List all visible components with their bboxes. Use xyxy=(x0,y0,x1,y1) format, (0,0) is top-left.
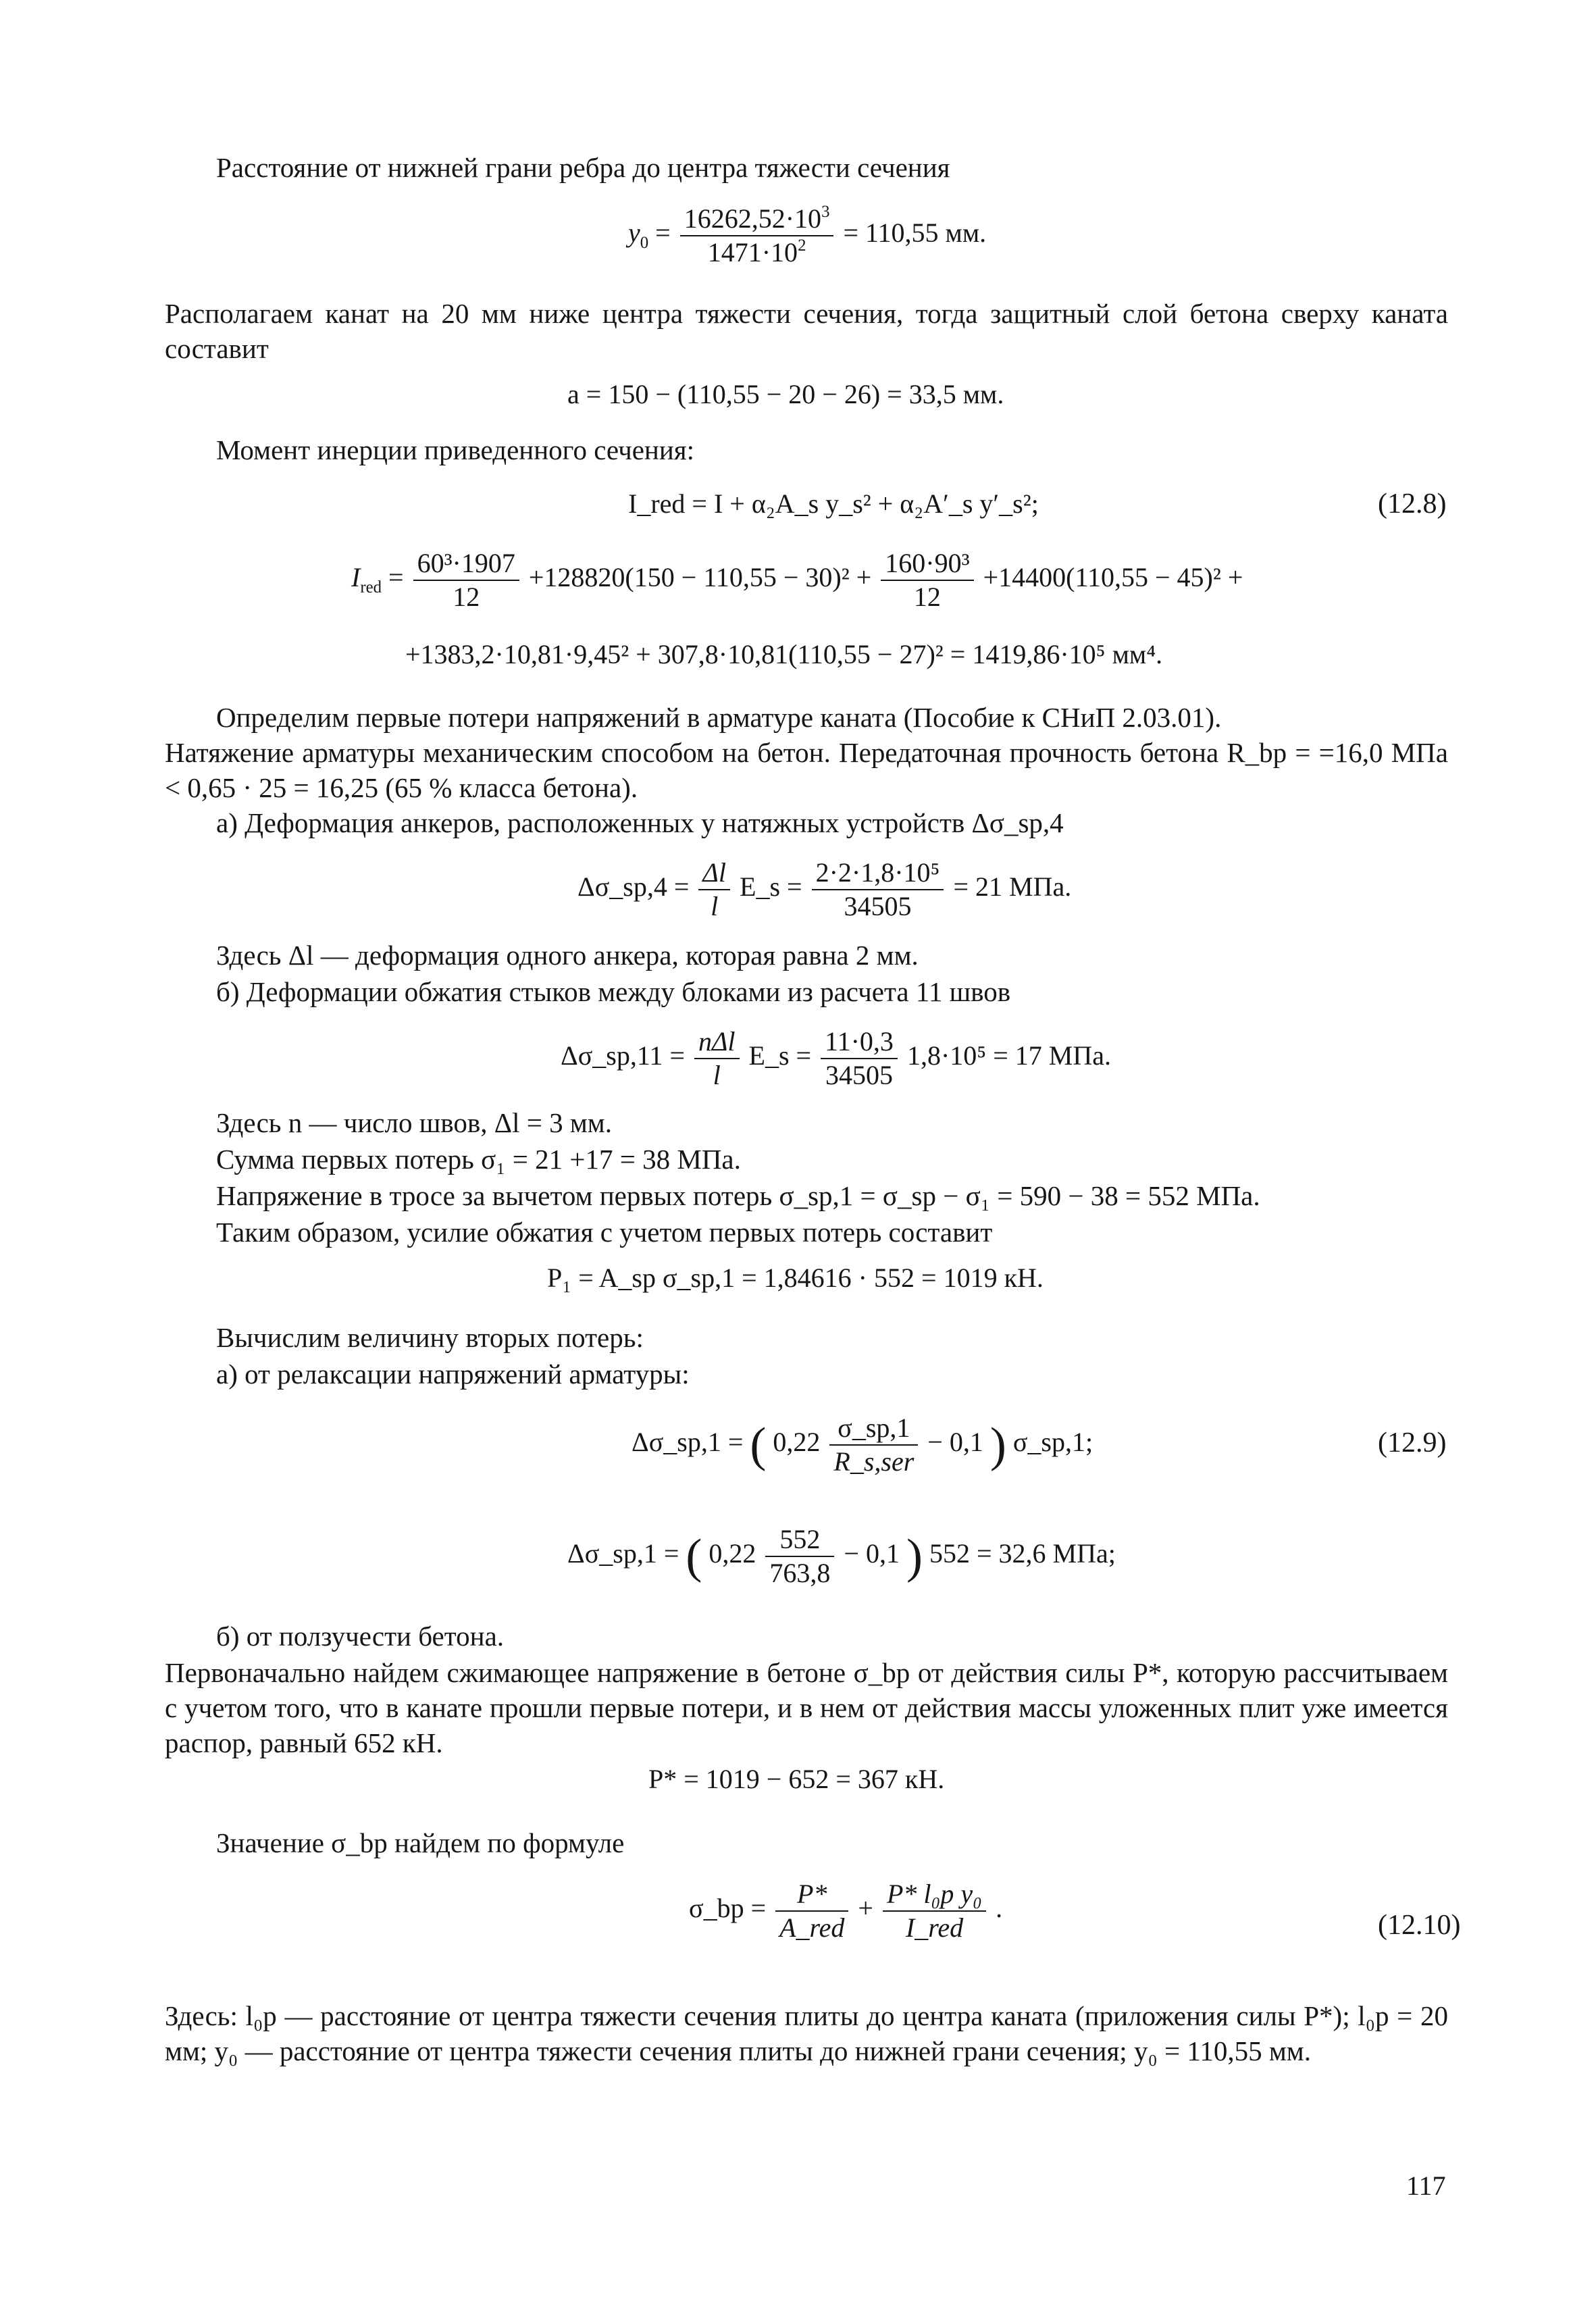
paragraph-definitions: Здесь: l₀p — расстояние от центра тяжести сечения плиты до центра каната (приложения силы P*); l₀p = 20 мм; y₀ — расстояние от центра тяжести сечения плиты до нижней грани сечения; y₀ = 110,55 мм. xyxy=(165,2000,1448,2066)
equation-ired-calculation-line2: +1383,2·10,81·9,45² + 307,8·10,81(110,55 − 27)² = 1419,86·10⁵ мм⁴. xyxy=(405,639,1163,669)
paragraph-anchor-deformation: а) Деформация анкеров, расположенных у натяжных устройств Δσ_sp,4 xyxy=(216,807,1064,838)
equation-delta-sigma-sp4: Δσ_sp,4 = $\frac{\Delta l}{l}$ E_s = $\frac{\text{2·2·1,8·10⁵}}{34505}$ = 21 МПа. xyxy=(577,857,1072,921)
equation-relaxation-calculation: Δσ_sp,1 = ( 0,22 $\frac{552}{763,8}$ − 0,1 ) 552 = 32,6 МПа; xyxy=(567,1524,1116,1588)
paragraph-second-losses: Вычислим величину вторых потерь: xyxy=(216,1322,644,1353)
paragraph-cable-position: Располагаем канат на 20 мм ниже центра тяжести сечения, тогда защитный слой бетона сверху каната составит xyxy=(165,298,1448,364)
equation-number-12-10: (12.10) xyxy=(1378,1910,1461,1941)
equation-y0: $y_0$ = $\frac{16262,52\cdot 10^3}{1471\cdot 10^2}$ = 110,55 мм. xyxy=(628,202,987,268)
equation-relaxation-formula: Δσ_sp,1 = ( 0,22 $\frac{\sigma\_sp,1}{\text{R\_s,ser}}$ − 0,1 ) σ_sp,1; xyxy=(632,1413,1093,1477)
paragraph-cable-stress: Напряжение в тросе за вычетом первых потерь σ_sp,1 = σ_sp − σ₁ = 590 − 38 = 552 МПа. xyxy=(216,1180,1260,1211)
paragraph-sigma-bp-formula-intro: Значение σ_bp найдем по формуле xyxy=(216,1827,625,1858)
equation-ired-calculation-line1: $I_{red}$ = $\frac{\text{60³·1907}}{12}$ +128820(150 − 110,55 − 30)² + $\frac{\text{160·90³}}{12}$ +14400(110,55 − 45)² + xyxy=(351,548,1243,612)
equation-pstar: P* = 1019 − 652 = 367 кН. xyxy=(648,1764,945,1794)
paragraph-joint-count-note: Здесь n — число швов, Δl = 3 мм. xyxy=(216,1107,612,1138)
paragraph-tensioning-method: Натяжение арматуры механическим способом на бетон. Передаточная прочность бетона R_bp = =16,0 МПа < 0,65 · 25 = 16,25 (65 % класса бетона). xyxy=(165,737,1448,803)
paragraph-compression-force: Таким образом, усилие обжатия с учетом первых потерь составит xyxy=(216,1217,993,1248)
equation-ired-formula: I_red = I + α₂A_s y_s² + α₂A′_s y′_s²; xyxy=(628,488,1039,519)
equation-delta-sigma-sp11: Δσ_sp,11 = $\frac{\text{nΔl}}{l}$ E_s = $\frac{11\cdot 0,3}{34505}$ 1,8·10⁵ = 17 МПа. xyxy=(561,1026,1111,1090)
equation-p1: P₁ = A_sp σ_sp,1 = 1,84616 · 552 = 1019 кН. xyxy=(547,1263,1044,1293)
paragraph-first-losses-sum: Сумма первых потерь σ₁ = 21 +17 = 38 МПа. xyxy=(216,1144,741,1175)
paragraph-creep: б) от ползучести бетона. xyxy=(216,1621,505,1652)
paragraph-moment-of-inertia: Момент инерции приведенного сечения: xyxy=(216,434,695,465)
page-number: 117 xyxy=(1406,2170,1446,2201)
paragraph-joint-deformation: б) Деформации обжатия стыков между блоками из расчета 11 швов xyxy=(216,976,1011,1007)
equation-number-12-9: (12.9) xyxy=(1378,1427,1447,1458)
paragraph-relaxation: а) от релаксации напряжений арматуры: xyxy=(216,1358,690,1390)
paragraph-first-losses: Определим первые потери напряжений в арматуре каната (Пособие к СНиП 2.03.01). xyxy=(216,702,1222,733)
paragraph-compressive-stress: Первоначально найдем сжимающее напряжение в бетоне σ_bp от действия силы P*, которую рассчитываем с учетом того, что в канате прошли первые потери, и в нем от действия массы уложенных плит уже имеется распор, равный 652 кН. xyxy=(165,1657,1448,1758)
paragraph-anchor-deformation-note: Здесь Δl — деформация одного анкера, которая равна 2 мм. xyxy=(216,940,919,971)
paragraph-centroid-distance: Расстояние от нижней грани ребра до центра тяжести сечения xyxy=(216,152,950,183)
equation-sigma-bp: σ_bp = $\frac{P*}{\text{A\_red}}$ + $\frac{\text{P* l₀p y₀}}{\text{I\_red}}$ . xyxy=(689,1879,1003,1943)
equation-number-12-8: (12.8) xyxy=(1378,488,1447,519)
equation-cover-thickness: a = 150 − (110,55 − 20 − 26) = 33,5 мм. xyxy=(567,379,1004,409)
